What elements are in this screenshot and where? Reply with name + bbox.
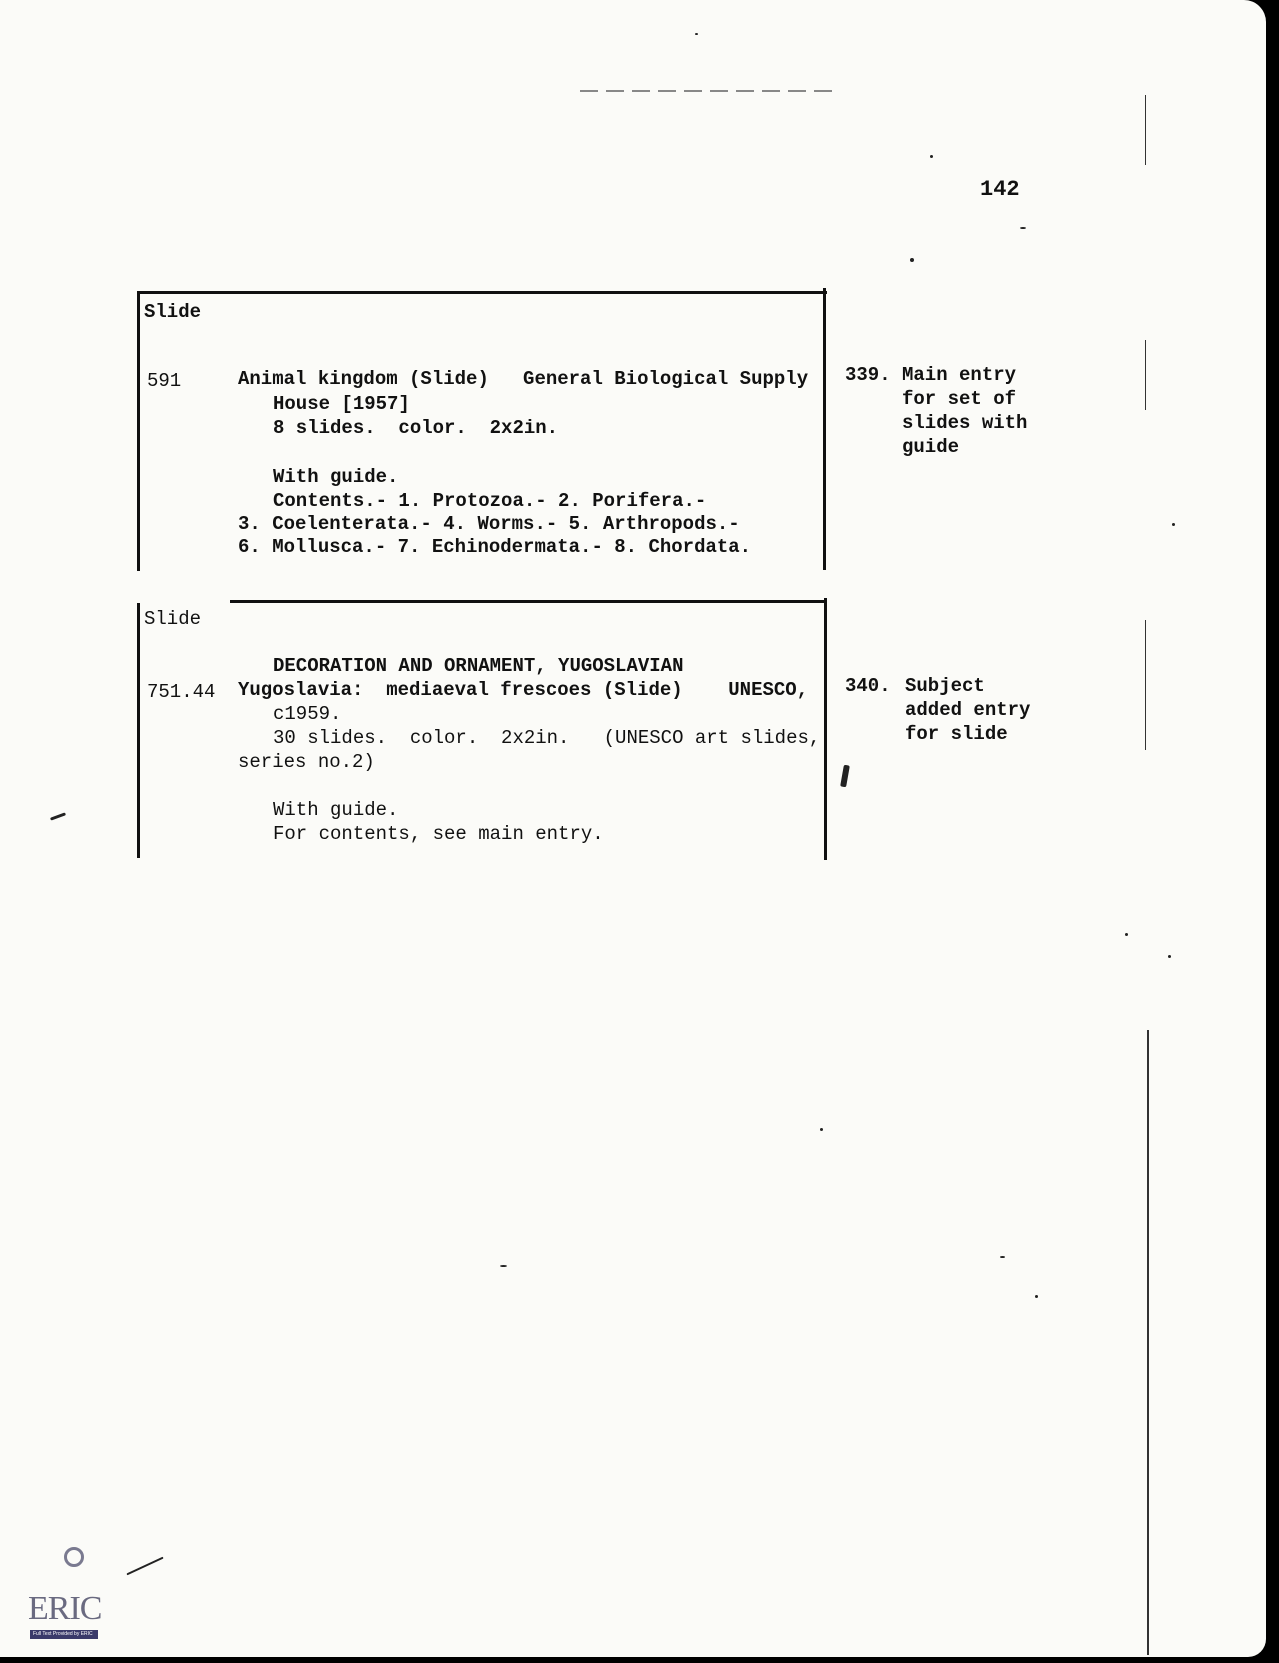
card1-call-number: 591 — [147, 370, 182, 392]
card2-subject-heading: DECORATION AND ORNAMENT, YUGOSLAVIAN — [273, 655, 684, 677]
card2-call-number: 751.44 — [147, 681, 216, 703]
card2-contents-note: For contents, see main entry. — [273, 823, 604, 845]
card2-label: Slide — [144, 608, 202, 630]
eric-logo-text: ERIC — [28, 1590, 102, 1627]
speck — [820, 1128, 823, 1131]
speck — [1125, 933, 1128, 936]
card1-right-border — [823, 288, 826, 570]
card1-imprint: House [1957] — [273, 393, 410, 415]
note1-line3: slides with — [902, 412, 1028, 434]
speck — [1168, 955, 1171, 958]
note2-line3: for slide — [905, 723, 1008, 745]
card1-contents-2: 3. Coelenterata.- 4. Worms.- 5. Arthropods.- — [238, 513, 740, 535]
speck — [1020, 227, 1026, 229]
card2-title: Yugoslavia: mediaeval frescoes (Slide) UNESCO, — [238, 679, 809, 701]
eric-logo-bar — [30, 1630, 98, 1639]
card2-collation: 30 slides. color. 2x2in. (UNESCO art slides, — [273, 727, 821, 749]
margin-line — [1145, 340, 1146, 410]
card1-guide-note: With guide. — [273, 466, 399, 488]
speck — [1035, 1295, 1038, 1298]
scan-noise-top — [580, 90, 840, 92]
note1-line2: for set of — [902, 388, 1017, 410]
note2-line1: Subject — [905, 675, 985, 697]
speck — [910, 258, 914, 262]
card2-right-border — [824, 598, 827, 860]
pen-mark — [126, 1557, 163, 1576]
note1-line4: guide — [902, 436, 960, 458]
card2-top-border — [230, 600, 827, 603]
note2-number: 340. — [845, 675, 891, 697]
card1-collation: 8 slides. color. 2x2in. — [273, 417, 559, 439]
card1-contents-1: Contents.- 1. Protozoa.- 2. Porifera.- — [273, 490, 707, 512]
card1-contents-3: 6. Mollusca.- 7. Echinodermata.- 8. Chordata. — [238, 536, 752, 558]
note1-line1: Main entry — [902, 364, 1017, 386]
speck — [1000, 1256, 1005, 1258]
pen-mark — [50, 812, 66, 820]
eric-logo-tagline: Full Text Provided by ERIC — [33, 1631, 93, 1637]
card2-date: c1959. — [273, 703, 342, 725]
card1-label: Slide — [144, 301, 202, 323]
speck — [930, 155, 933, 158]
margin-line — [1145, 620, 1146, 750]
eric-logo-mark — [64, 1547, 84, 1567]
card2-left-border — [137, 603, 140, 858]
card2-series: series no.2) — [238, 751, 375, 773]
note2-line2: added entry — [905, 699, 1031, 721]
card2-guide-note: With guide. — [273, 799, 399, 821]
page-number: 142 — [980, 177, 1020, 202]
card1-top-border — [137, 291, 827, 294]
note1-number: 339. — [845, 364, 891, 386]
speck — [695, 33, 698, 35]
pen-mark — [840, 765, 850, 788]
card1-left-border — [137, 293, 140, 571]
margin-line — [1145, 95, 1146, 165]
speck — [500, 1265, 507, 1267]
card1-title: Animal kingdom (Slide) General Biological Supply — [238, 368, 809, 390]
margin-line — [1147, 1030, 1149, 1655]
speck — [1172, 523, 1175, 526]
